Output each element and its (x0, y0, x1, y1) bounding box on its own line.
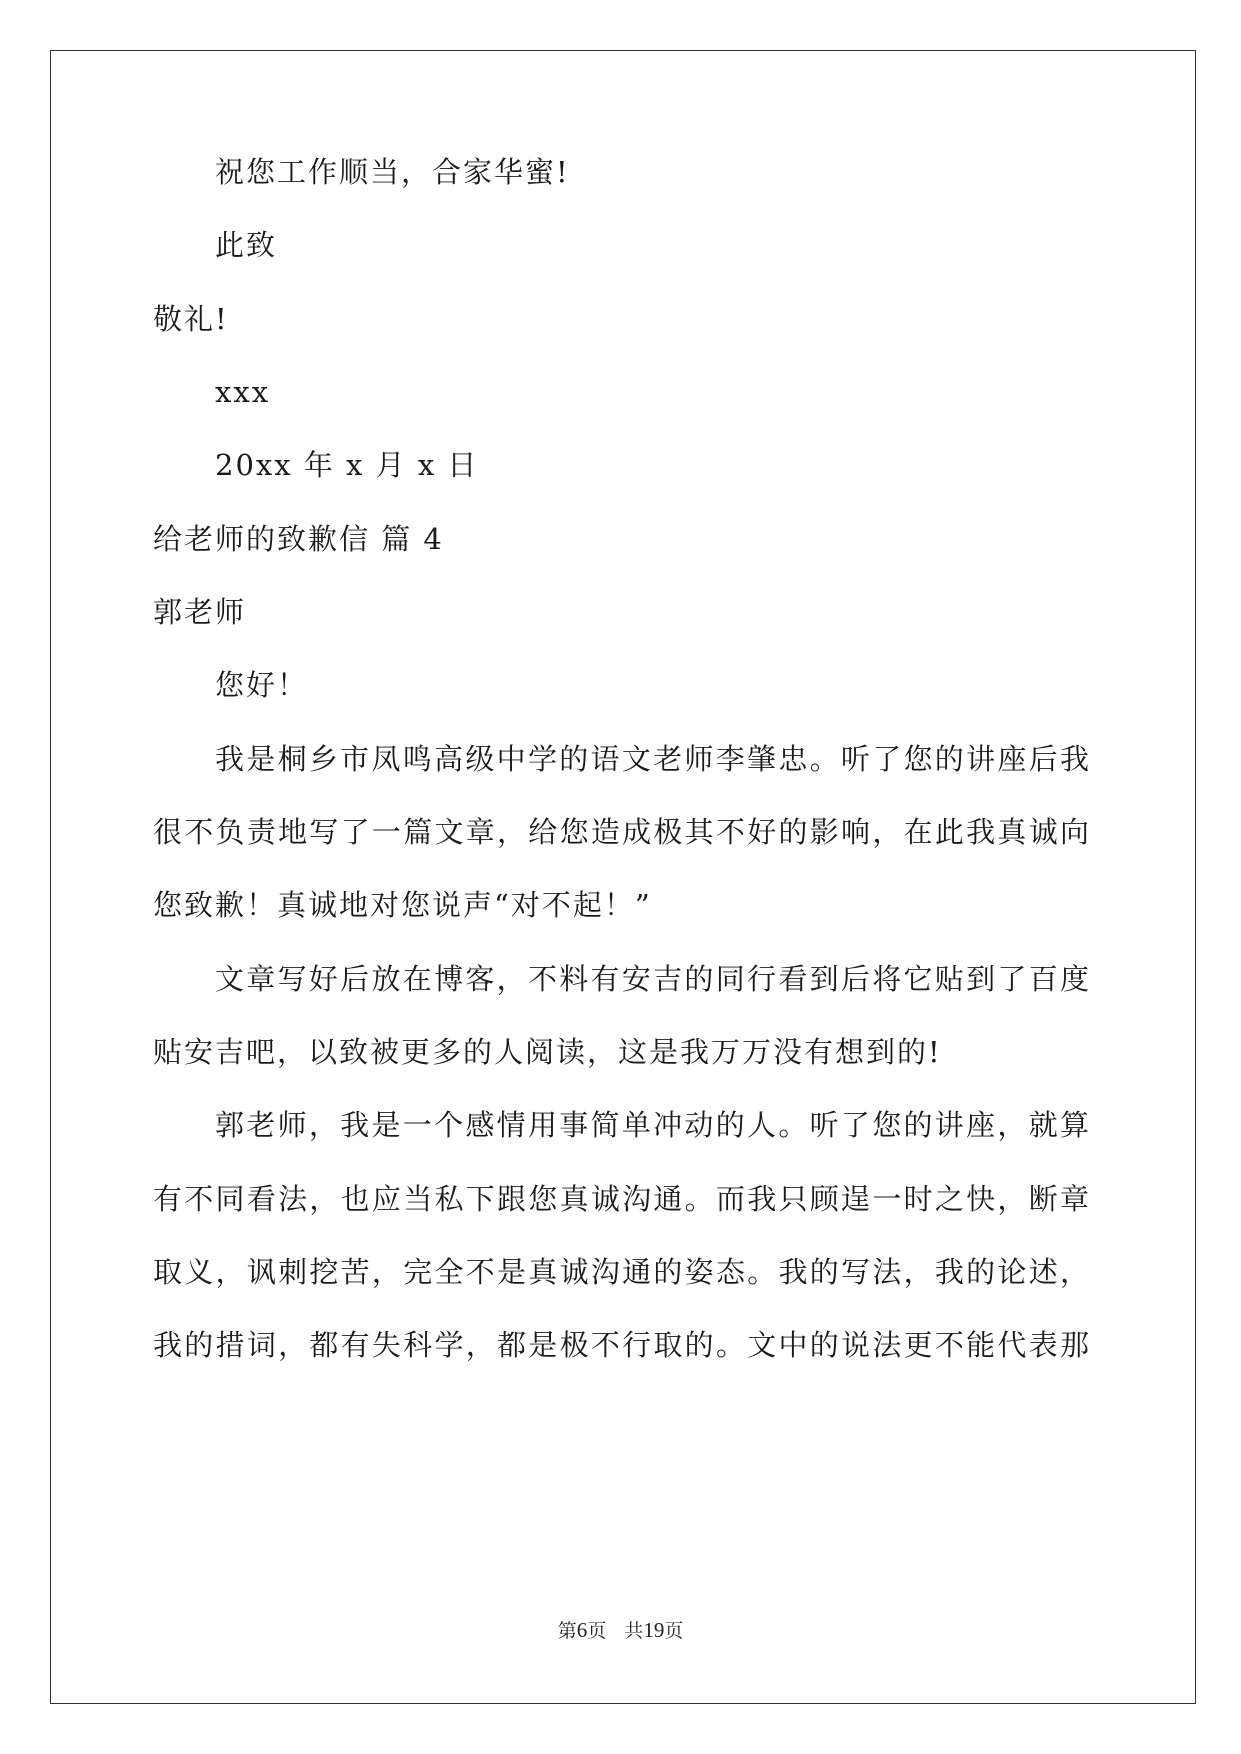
paragraph-2-line-1: 文章写好后放在博客，不料有安吉的同行看到后将它贴到了百度 (215, 962, 1091, 996)
paragraph-3-line-3: 取义，讽刺挖苦，完全不是真诚沟通的姿态。我的写法，我的论述， (153, 1255, 1091, 1289)
total-pages: 19 (643, 1618, 665, 1642)
paragraph-1-line-3: 您致歉！真诚地对您说声“对不起！” (153, 888, 652, 922)
paragraph-1-line-1: 我是桐乡市凤鸣高级中学的语文老师李肇忠。听了您的讲座后我 (215, 742, 1091, 776)
signature: xxx (215, 375, 271, 409)
page-label-prefix: 第 (557, 1620, 577, 1642)
recipient: 郭老师 (153, 595, 247, 629)
page-label-mid: 页 共 (587, 1620, 644, 1642)
paragraph-3-line-4: 我的措词，都有失科学，都是极不行取的。文中的说法更不能代表那 (153, 1328, 1091, 1362)
page-number: 6 (576, 1618, 588, 1642)
section-heading: 给老师的致歉信 篇 4 (153, 522, 444, 556)
paragraph-1-line-2: 很不负责地写了一篇文章，给您造成极其不好的影响，在此我真诚向 (153, 815, 1091, 849)
greeting: 您好！ (215, 668, 309, 702)
letter-date: 20xx 年 x 月 x 日 (215, 448, 479, 482)
closing-respect: 敬礼! (153, 302, 229, 336)
page-label-suffix: 页 (664, 1620, 684, 1642)
paragraph-3-line-1: 郭老师，我是一个感情用事简单冲动的人。听了您的讲座，就算 (215, 1108, 1091, 1142)
page-footer (0, 1618, 1241, 1643)
closing-wish: 祝您工作顺当，合家华蜜! (215, 155, 570, 189)
paragraph-3-line-2: 有不同看法，也应当私下跟您真诚沟通。而我只顾逞一时之快，断章 (153, 1182, 1091, 1216)
paragraph-2-line-2: 贴安吉吧，以致被更多的人阅读，这是我万万没有想到的! (153, 1035, 942, 1069)
closing-salutation: 此致 (215, 228, 278, 262)
